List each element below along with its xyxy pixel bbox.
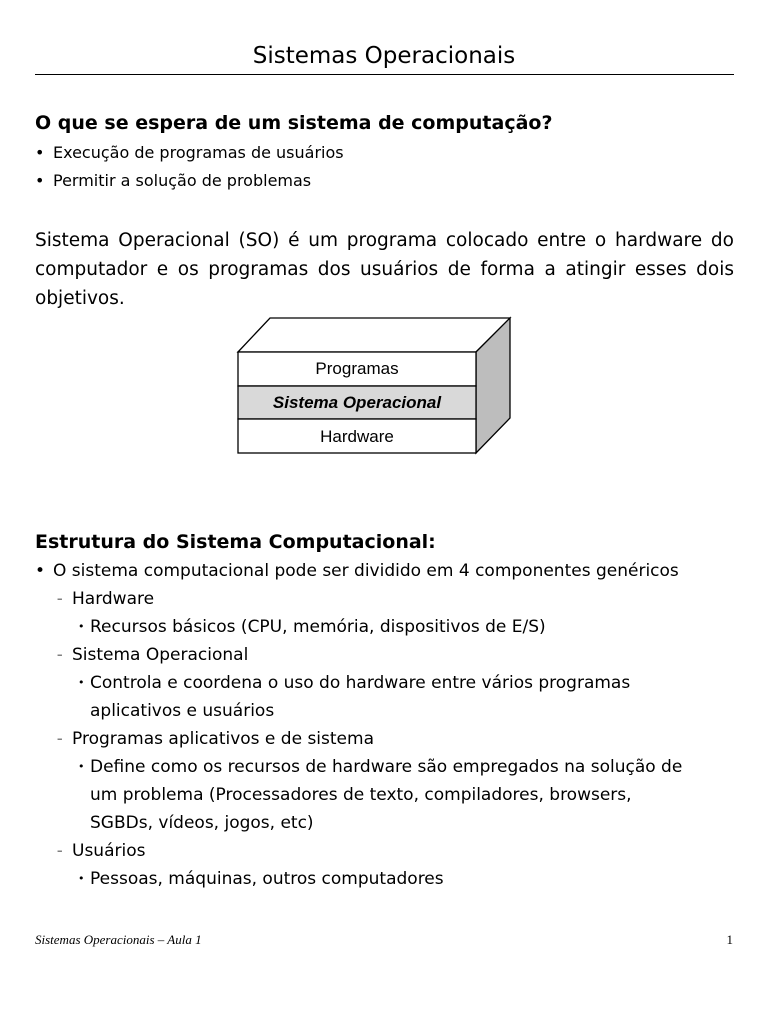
section1-bullet bbox=[35, 167, 311, 195]
bullet-icon: • bbox=[35, 561, 46, 581]
dash-icon: – bbox=[57, 648, 63, 661]
component-name: Hardware bbox=[72, 589, 155, 609]
box-top-face bbox=[238, 318, 510, 352]
component-name: Programas aplicativos e de sistema bbox=[72, 729, 374, 749]
bullet-icon: • bbox=[35, 171, 45, 190]
section1-heading: O que se espera de um sistema de computação? bbox=[35, 112, 553, 134]
component-item bbox=[57, 837, 145, 865]
layer-label: Hardware bbox=[320, 427, 394, 446]
footer-course-label: Sistemas Operacionais – Aula 1 bbox=[35, 932, 202, 947]
component-detail-continuation: aplicativos e usuários bbox=[90, 701, 275, 721]
component-detail bbox=[78, 613, 546, 641]
bullet-text: Permitir a solução de problemas bbox=[53, 171, 312, 190]
detail-text: Recursos básicos (CPU, memória, dispositivos de E/S) bbox=[90, 617, 546, 637]
bullet-icon: • bbox=[78, 872, 85, 885]
section1-bullet bbox=[35, 139, 344, 167]
layer-label: Programas bbox=[315, 359, 399, 378]
component-detail bbox=[78, 753, 682, 781]
page-number: 1 bbox=[726, 932, 733, 947]
dash-icon: – bbox=[57, 844, 63, 857]
bullet-text: Execução de programas de usuários bbox=[53, 143, 344, 162]
bullet-icon: • bbox=[78, 620, 85, 633]
component-item bbox=[57, 585, 154, 613]
component-detail-continuation: SGBDs, vídeos, jogos, etc) bbox=[90, 813, 314, 833]
component-item bbox=[57, 641, 248, 669]
detail-text: Controla e coordena o uso do hardware entre vários programas bbox=[90, 673, 631, 693]
component-detail bbox=[78, 865, 444, 893]
bullet-icon: • bbox=[78, 676, 85, 689]
section2-heading: Estrutura do Sistema Computacional: bbox=[35, 531, 436, 553]
detail-text: Define como os recursos de hardware são empregados na solução de bbox=[90, 757, 683, 777]
detail-text: Pessoas, máquinas, outros computadores bbox=[90, 869, 444, 889]
bullet-icon: • bbox=[78, 760, 85, 773]
bullet-text: O sistema computacional pode ser dividido em 4 componentes genéricos bbox=[53, 561, 679, 581]
bullet-icon: • bbox=[35, 143, 45, 162]
component-item bbox=[57, 725, 374, 753]
page-title: Sistemas Operacionais bbox=[252, 43, 516, 69]
component-name: Usuários bbox=[72, 841, 146, 861]
dash-icon: – bbox=[57, 592, 63, 605]
dash-icon: – bbox=[57, 732, 63, 745]
layer-label: Sistema Operacional bbox=[272, 393, 442, 412]
component-name: Sistema Operacional bbox=[72, 645, 249, 665]
section2-intro bbox=[35, 557, 679, 585]
so-layers-diagram bbox=[230, 312, 520, 462]
title-divider bbox=[35, 74, 734, 75]
component-detail bbox=[78, 669, 630, 697]
so-definition-paragraph: Sistema Operacional (SO) é um programa colocado entre o hardware do computador e os programas dos usuários de forma a atingir esses dois objetivos. bbox=[35, 230, 734, 309]
component-detail-continuation: um problema (Processadores de texto, compiladores, browsers, bbox=[90, 785, 632, 805]
